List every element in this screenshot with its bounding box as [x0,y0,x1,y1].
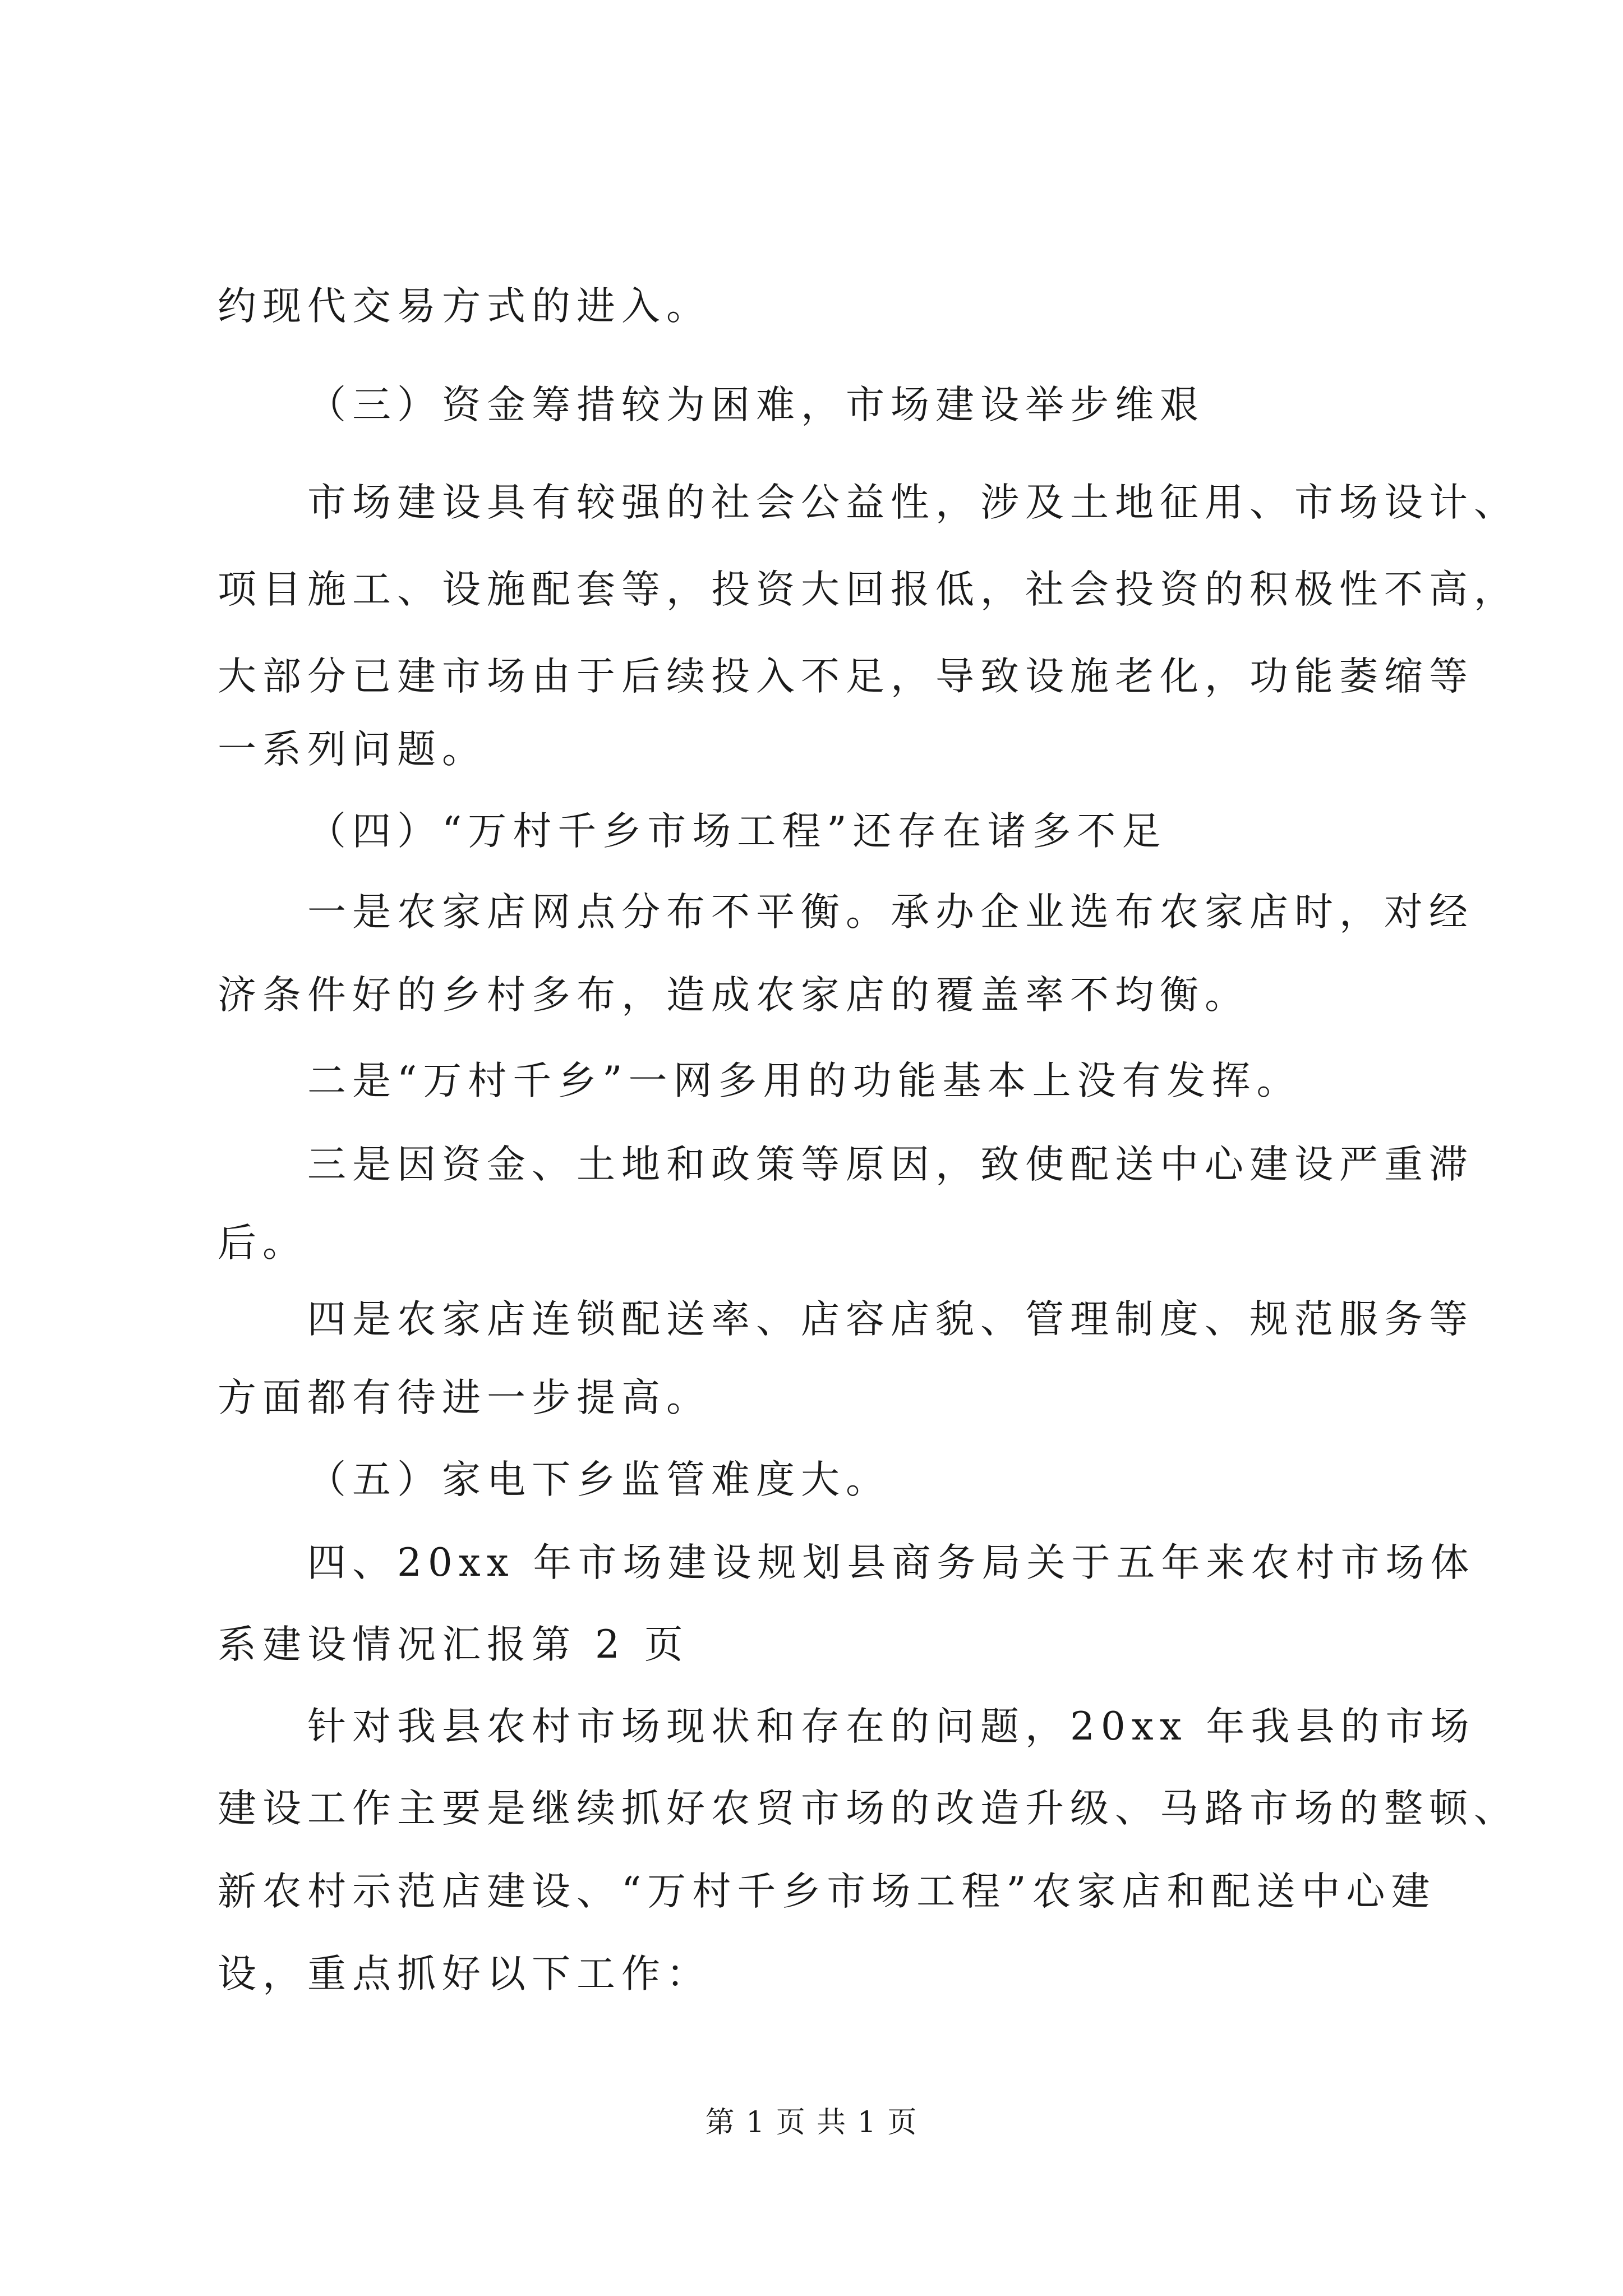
section-heading: （四）“万村千乡市场工程”还存在诸多不足 [307,809,1167,854]
paragraph-line: 新农村示范店建设、“万村千乡市场工程”农家店和配送中心建 [218,1869,1436,1914]
paragraph-line: 市场建设具有较强的社会公益性，涉及土地征用、市场设计、 [307,480,1519,525]
paragraph-line: 设，重点抓好以下工作： [218,1952,711,1996]
paragraph-line: 针对我县农村市场现状和存在的问题，20xx 年我县的市场 [307,1704,1476,1749]
section-heading: （三）资金筹措较为困难，市场建设举步维艰 [307,383,1205,427]
paragraph-line: 大部分已建市场由于后续投入不足，导致设施老化，功能萎缩等 [218,654,1474,699]
paragraph-line: 项目施工、设施配套等，投资大回报低，社会投资的积极性不高， [218,567,1519,612]
paragraph-line: 约现代交易方式的进入。 [218,284,711,329]
paragraph-line: 后。 [218,1221,307,1266]
paragraph-line: 一系列问题。 [218,727,487,772]
paragraph-line: 一是农家店网点分布不平衡。承办企业选布农家店时，对经 [307,890,1474,935]
section-heading: 系建设情况汇报第 2 页 [218,1622,689,1667]
page-footer: 第 1 页 共 1 页 [705,2106,918,2139]
paragraph-line: 济条件好的乡村多布，造成农家店的覆盖率不均衡。 [218,973,1249,1018]
paragraph-line: 二是“万村千乡”一网多用的功能基本上没有发挥。 [307,1059,1302,1103]
paragraph-line: 三是因资金、土地和政策等原因，致使配送中心建设严重滞 [307,1142,1474,1187]
paragraph-line: 四是农家店连锁配送率、店容店貌、管理制度、规范服务等 [307,1297,1474,1342]
section-heading: 四、20xx 年市场建设规划县商务局关于五年来农村市场体 [307,1540,1476,1585]
paragraph-line: 建设工作主要是继续抓好农贸市场的改造升级、马路市场的整顿、 [218,1786,1519,1831]
paragraph-line: 方面都有待进一步提高。 [218,1375,711,1420]
section-heading: （五）家电下乡监管难度大。 [307,1457,891,1502]
